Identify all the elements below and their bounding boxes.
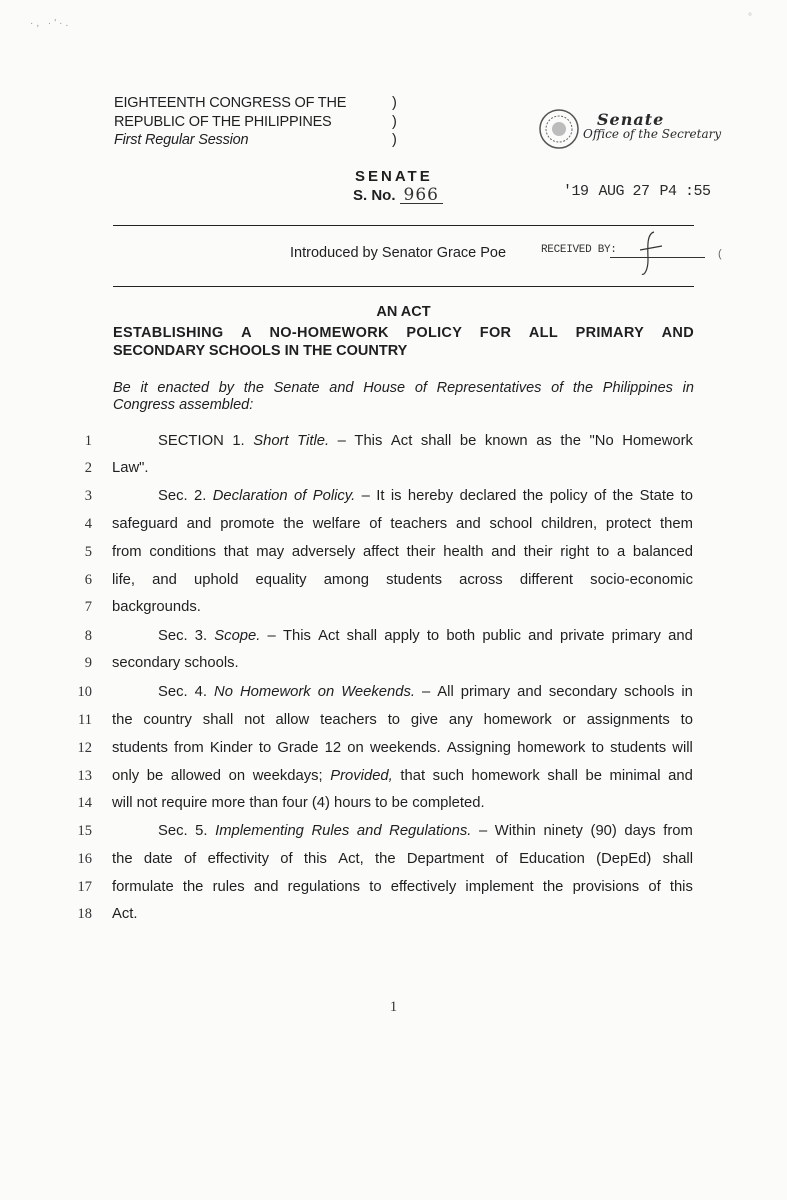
body-line: secondary schools. xyxy=(112,655,239,671)
senate-seal-icon xyxy=(538,108,580,150)
body-line: Law". xyxy=(112,460,149,476)
line-number: 3 xyxy=(84,488,92,504)
line-number: 16 xyxy=(77,851,92,867)
bill-number-label: S. No. xyxy=(353,187,396,204)
office-stamp xyxy=(583,112,721,142)
line-number: 5 xyxy=(84,544,92,560)
body-line: Sec. 2. Declaration of Policy. – It is hereby declared the policy of the State to xyxy=(158,488,693,504)
line-number: 7 xyxy=(84,599,92,615)
body-line: Sec. 5. Implementing Rules and Regulations. – Within ninety (90) days from xyxy=(158,823,693,839)
body-line: safeguard and promote the welfare of teachers and school children, protect them xyxy=(112,516,693,532)
line-number: 8 xyxy=(84,628,92,644)
act-description-line-1: ESTABLISHING A NO-HOMEWORK POLICY FOR ALL PRIMARY AND xyxy=(113,325,694,341)
body-line: the country shall not allow teachers to give any homework or assignments to xyxy=(112,712,693,728)
received-by-label: RECEIVED BY: xyxy=(541,244,617,256)
body-line: will not require more than four (4) hours to be completed. xyxy=(112,795,485,811)
line-number: 13 xyxy=(77,768,92,784)
timestamp-time: P4 :55 xyxy=(659,183,711,200)
line-number: 17 xyxy=(77,879,92,895)
body-line: from conditions that may adversely affect their health and their right to a balanced xyxy=(112,544,693,560)
line-number: 12 xyxy=(77,740,92,756)
edge-mark: ( xyxy=(718,248,722,260)
office-stamp-title: Senate xyxy=(597,110,665,129)
received-timestamp xyxy=(563,183,721,200)
line-number: 9 xyxy=(84,655,92,671)
chamber-label: SENATE xyxy=(355,168,433,185)
line-number: 15 xyxy=(77,823,92,839)
timestamp-date: AUG 27 xyxy=(598,183,650,200)
line-number: 10 xyxy=(77,684,92,700)
bill-number: 966 xyxy=(400,187,443,204)
body-line: students from Kinder to Grade 12 on weekends. Assigning homework to students will xyxy=(112,740,693,756)
body-line: Act. xyxy=(112,906,138,922)
act-description-line-2: SECONDARY SCHOOLS IN THE COUNTRY xyxy=(113,343,408,359)
office-stamp-subtitle: Office of the Secretary xyxy=(583,127,722,141)
act-description xyxy=(113,324,694,360)
header-rule-top xyxy=(113,225,694,226)
enacting-clause-line-2: Congress assembled: xyxy=(113,397,254,413)
enacting-clause xyxy=(113,380,694,414)
header-rule-bottom xyxy=(113,286,694,287)
body-line: only be allowed on weekdays; Provided, that such homework shall be minimal and xyxy=(112,768,693,784)
line-number: 6 xyxy=(84,572,92,588)
header-parens: ) ) ) xyxy=(392,95,397,148)
scan-specks: ·, ·'·. xyxy=(30,18,72,29)
enacting-clause-line-1: Be it enacted by the Senate and House of Representatives of the Philippines in xyxy=(113,380,694,396)
line-number: 18 xyxy=(77,906,92,922)
body-line: SECTION 1. Short Title. – This Act shall be known as the "No Homework xyxy=(158,433,693,449)
line-number: 4 xyxy=(84,516,92,532)
line-number: 14 xyxy=(77,795,92,811)
introduced-by: Introduced by Senator Grace Poe xyxy=(290,245,507,261)
initials-signature-icon xyxy=(636,230,666,278)
body-line: Sec. 4. No Homework on Weekends. – All primary and secondary schools in xyxy=(158,684,693,700)
bill-number-line xyxy=(353,187,443,204)
page-number: 1 xyxy=(389,999,398,1015)
timestamp-year: '19 xyxy=(563,183,589,200)
line-number: 1 xyxy=(84,433,92,449)
line-number: 2 xyxy=(84,460,92,476)
congress-line-1: EIGHTEENTH CONGRESS OF THE xyxy=(114,95,347,111)
body-line: Sec. 3. Scope. – This Act shall apply to both public and private primary and xyxy=(158,628,693,644)
body-line: formulate the rules and regulations to effectively implement the provisions of this xyxy=(112,879,693,895)
body-line: the date of effectivity of this Act, the Department of Education (DepEd) shall xyxy=(112,851,693,867)
body-line: life, and uphold equality among students across different socio-economic xyxy=(112,572,693,588)
act-title: AN ACT xyxy=(376,304,431,320)
scan-speck-corner: ° xyxy=(748,12,752,23)
congress-header xyxy=(114,94,346,150)
session-label: First Regular Session xyxy=(114,132,249,148)
body-line: backgrounds. xyxy=(112,599,201,615)
congress-line-2: REPUBLIC OF THE PHILIPPINES xyxy=(114,113,332,130)
line-number: 11 xyxy=(78,712,92,728)
